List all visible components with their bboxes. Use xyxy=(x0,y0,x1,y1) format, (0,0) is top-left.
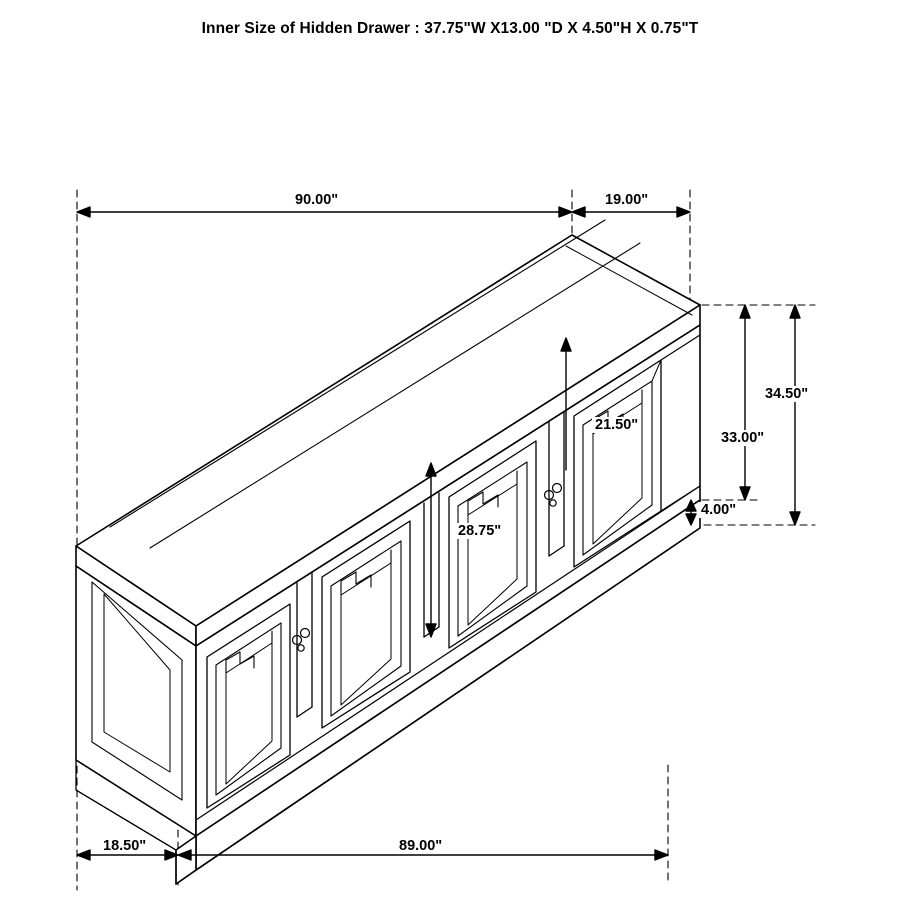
dimension-label-top-width: 90.00" xyxy=(292,192,341,208)
dimension-label-bottom-width: 89.00" xyxy=(396,838,445,854)
dimension-label-overall-height: 34.50" xyxy=(762,386,811,402)
dimension-label-door-height-left: 28.75" xyxy=(455,523,504,539)
dimension-label-top-depth: 19.00" xyxy=(602,192,651,208)
dimension-label-bottom-depth: 18.50" xyxy=(100,838,149,854)
dimension-label-door-height-tall: 21.50" xyxy=(592,417,641,433)
page-title: Inner Size of Hidden Drawer : 37.75"W X13.00 "D X 4.50"H X 0.75"T xyxy=(201,20,699,37)
dimension-label-body-height: 33.00" xyxy=(718,430,767,446)
dimension-label-base-height: 4.00" xyxy=(698,502,739,518)
